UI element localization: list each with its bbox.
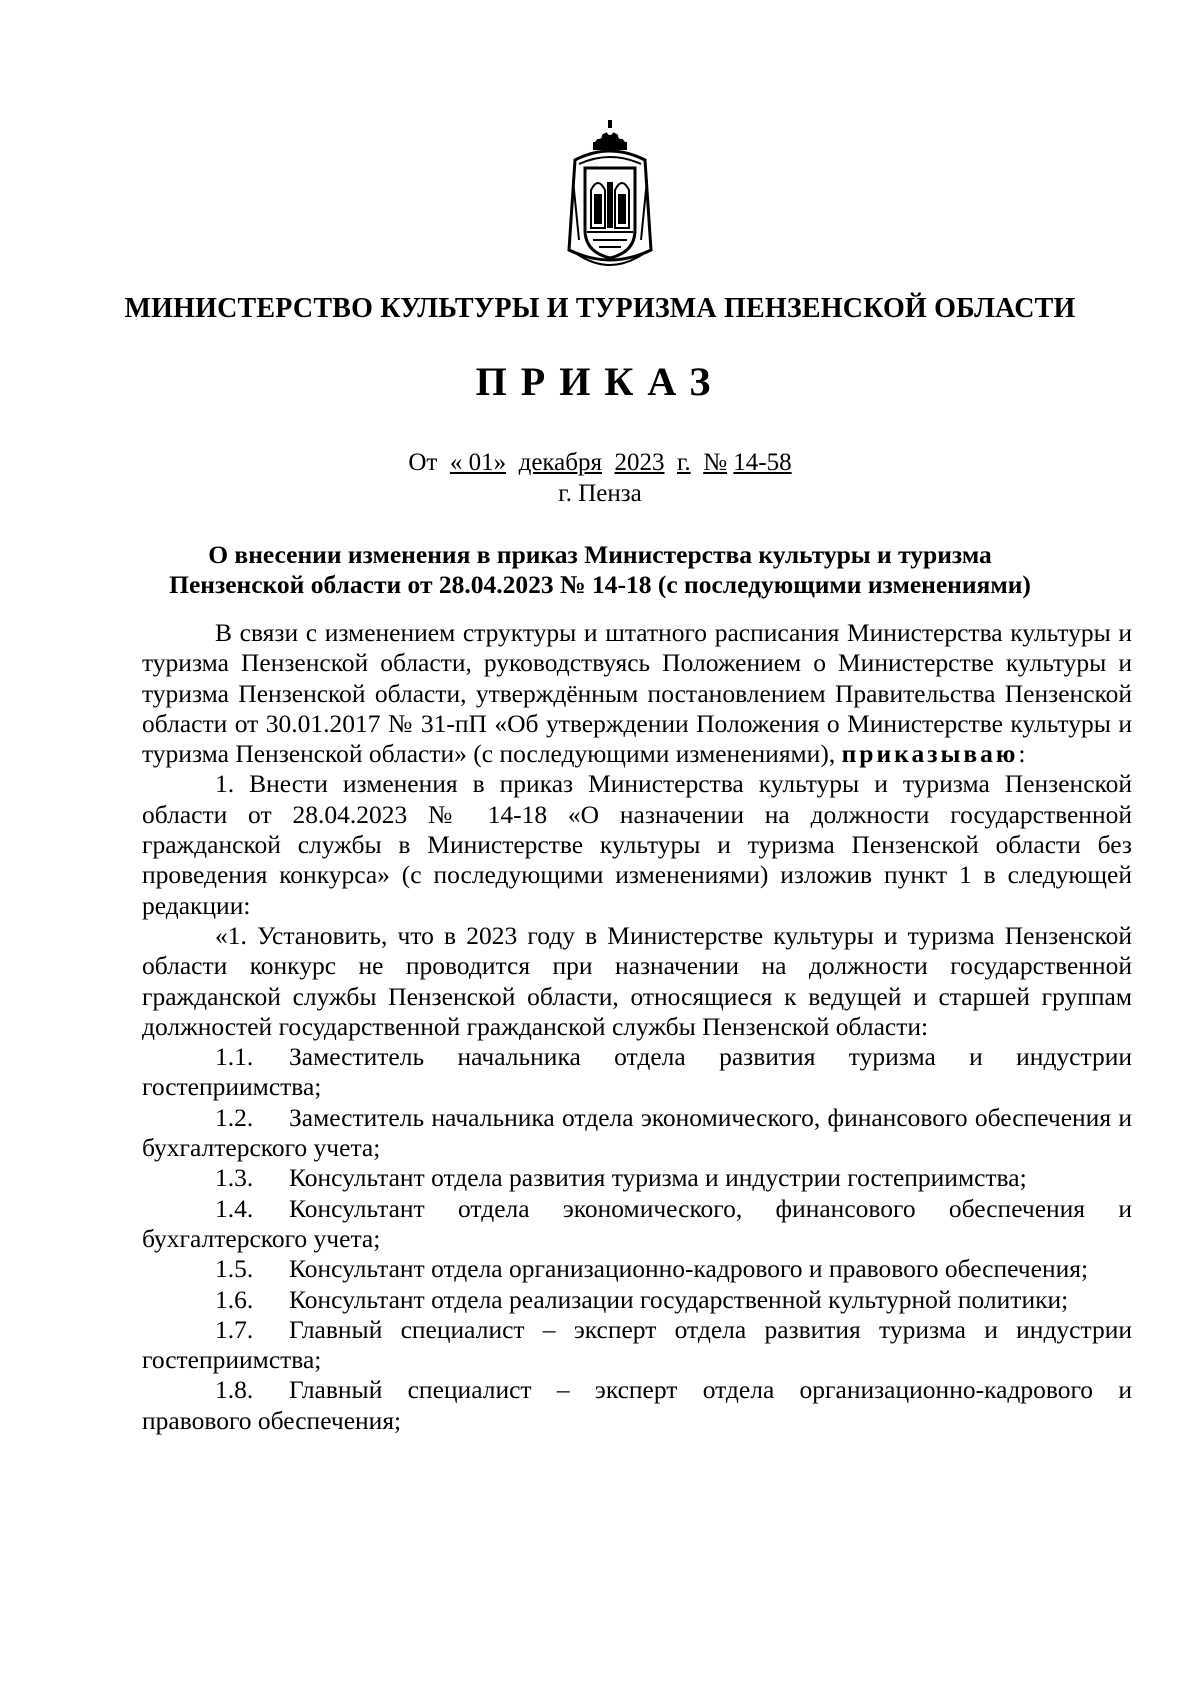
list-item-number: 1.7.: [215, 1314, 254, 1344]
list-item-number: 1.8.: [215, 1375, 254, 1405]
list-item: [142, 1285, 1132, 1315]
document-type-title: ПРИКАЗ: [475, 359, 725, 404]
list-item-text: Консультант отдела реализации государственной культурной политики;: [289, 1284, 1069, 1314]
date-line: [0, 448, 1200, 478]
list-item-text: Консультант отдела организационно-кадрового и правового обеспечения;: [289, 1254, 1089, 1284]
date-prefix: От: [408, 449, 438, 476]
intro-paragraph: [142, 618, 1132, 769]
date-year-suffix: г.: [677, 449, 691, 476]
ministry-title: МИНИСТЕРСТВО КУЛЬТУРЫ И ТУРИЗМА ПЕНЗЕНСКОЙ ОБЛАСТИ: [124, 293, 1076, 324]
number-sign: №: [703, 449, 728, 476]
decree-colon: :: [1018, 739, 1026, 769]
quote-paragraph: «1. Установить, что в 2023 году в Министерстве культуры и туризма Пензенской области конкурс не проводится при назначении на должности государственной гражданской службы Пензенской области, относящиеся к ведущей и старшей группам должностей государственной гражданской службы Пензенской области:: [142, 920, 1132, 1041]
document-body: [142, 618, 1132, 1436]
intro-text: В связи с изменением структуры и штатного расписания Министерства культуры и туризма Пензенской области, руководствуясь Положением о Министерстве культуры и туризма Пензенской области, утверждённым постановлением Правительства Пензенской области от 30.01.2017 № 31-пП «Об утверждении Положения о Министерстве культуры и туризма Пензенской области» (с последующими изменениями),: [142, 618, 1132, 769]
list-item: [142, 1254, 1132, 1284]
coat-of-arms-icon: [565, 120, 655, 278]
document-number: 14-58: [733, 449, 792, 476]
document-subject: [150, 540, 1050, 600]
list-item-text: Главный специалист – эксперт отдела развития туризма и индустрии гостеприимства;: [142, 1314, 1132, 1375]
list-item-text: Заместитель начальника отдела развития туризма и индустрии гостеприимства;: [142, 1042, 1132, 1102]
subject-line-1: О внесении изменения в приказ Министерства культуры и туризма: [208, 540, 992, 569]
list-item-number: 1.5.: [215, 1254, 254, 1284]
list-item: [142, 1103, 1132, 1164]
list-item-number: 1.3.: [215, 1163, 254, 1193]
list-item-number: 1.6.: [215, 1284, 254, 1314]
list-item-number: 1.2.: [215, 1102, 254, 1132]
subject-line-2: Пензенской области от 28.04.2023 № 14-18 (с последующими изменениями): [169, 570, 1031, 599]
point-1-paragraph: 1. Внести изменения в приказ Министерства культуры и туризма Пензенской области от 28.04.2023 № 14-18 «О назначении на должности государственной гражданской службы в Министерстве культуры и туризма Пензенской области без проведения конкурса» (с последующими изменениями) изложив пункт 1 в следующей редакции:: [142, 769, 1132, 920]
list-item: [142, 1315, 1132, 1376]
list-item-text: Главный специалист – эксперт отдела организационно-кадрового и правового обеспечения;: [142, 1375, 1132, 1435]
list-item: [142, 1042, 1132, 1103]
list-item: [142, 1375, 1132, 1436]
list-item: [142, 1194, 1132, 1255]
decree-word: приказываю: [841, 739, 1019, 769]
list-item: [142, 1163, 1132, 1193]
list-item-text: Консультант отдела развития туризма и индустрии гостеприимства;: [289, 1163, 1027, 1193]
date-year: 2023: [614, 449, 665, 476]
list-item-text: Консультант отдела экономического, финансового обеспечения и бухгалтерского учета;: [142, 1193, 1132, 1253]
list-item-number: 1.4.: [215, 1193, 254, 1223]
list-item-text: Заместитель начальника отдела экономического, финансового обеспечения и бухгалтерского учета;: [142, 1102, 1132, 1163]
list-item-number: 1.1.: [215, 1042, 254, 1072]
city: г. Пенза: [558, 480, 642, 507]
date-month: декабря: [518, 449, 602, 476]
date-day: « 01»: [449, 449, 507, 476]
